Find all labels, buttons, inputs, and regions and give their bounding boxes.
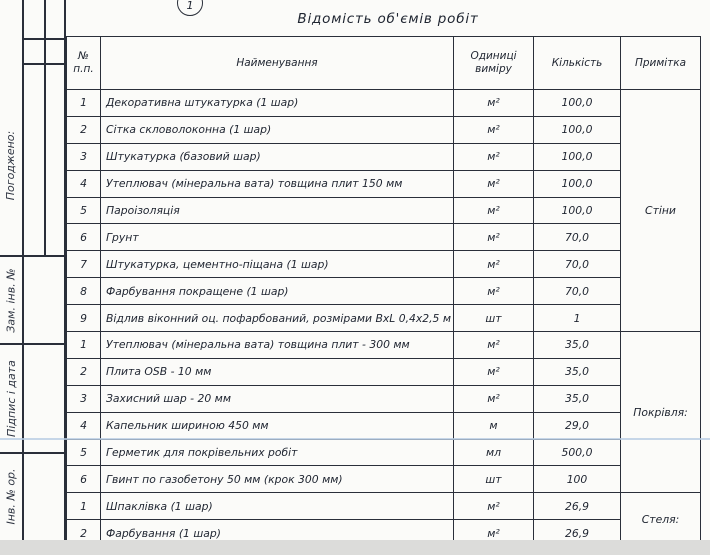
- cell-qty: 35,0: [534, 332, 621, 359]
- page-number: 1: [177, 0, 203, 16]
- cell-qty: 70,0: [534, 278, 621, 305]
- cell-name: Декоративна штукатурка (1 шар): [101, 90, 454, 117]
- cell-qty: 1: [534, 305, 621, 332]
- signature-date-label: Підпис і дата: [4, 359, 18, 437]
- cell-qty: 70,0: [534, 224, 621, 251]
- cell-name: Штукатурка, цементно-піщана (1 шар): [101, 251, 454, 278]
- header-qty: Кількість: [534, 37, 621, 90]
- cell-unit: м²: [454, 170, 534, 197]
- cell-unit: м²: [454, 493, 534, 520]
- cell-qty: 100,0: [534, 116, 621, 143]
- cell-num: 3: [67, 385, 101, 412]
- cell-name: Утеплювач (мінеральна вата) товщина плит - 300 мм: [101, 332, 454, 359]
- cell-num: 1: [67, 332, 101, 359]
- cell-name: Фарбування (1 шар): [101, 520, 454, 547]
- cell-num: 7: [67, 251, 101, 278]
- cell-name: Сітка скловолоконна (1 шар): [101, 116, 454, 143]
- cell-qty: 29,0: [534, 412, 621, 439]
- cell-qty: 100,0: [534, 90, 621, 117]
- cell-name: Відлив віконний оц. пофарбований, розмірами BxL 0,4х2,5 м: [101, 305, 454, 332]
- table-header-row: [67, 37, 701, 90]
- inv-original-label: Інв. № ор.: [4, 467, 18, 525]
- cell-qty: 26,9: [534, 493, 621, 520]
- cell-qty: 35,0: [534, 358, 621, 385]
- header-note: Примітка: [621, 37, 701, 90]
- cell-num: 5: [67, 197, 101, 224]
- cell-note: Покрівля:: [621, 332, 701, 493]
- cell-num: 9: [67, 305, 101, 332]
- cell-unit: м²: [454, 332, 534, 359]
- cell-unit: м²: [454, 197, 534, 224]
- cell-qty: 26,9: [534, 520, 621, 547]
- cell-name: Герметик для покрівельних робіт: [101, 439, 454, 466]
- cell-name: Утеплювач (мінеральна вата) товщина плит 150 мм: [101, 170, 454, 197]
- table-row: [67, 493, 701, 520]
- cell-note: Стеля:: [621, 493, 701, 547]
- cell-name: Пароізоляція: [101, 197, 454, 224]
- header-unit: Одиниці виміру: [454, 37, 534, 90]
- scan-bottom-edge: [0, 540, 710, 555]
- cell-qty: 100,0: [534, 197, 621, 224]
- table-row: [67, 278, 701, 305]
- cell-num: 5: [67, 439, 101, 466]
- cell-unit: м²: [454, 143, 534, 170]
- cell-num: 2: [67, 520, 101, 547]
- cell-name: Шпаклівка (1 шар): [101, 493, 454, 520]
- cell-num: 2: [67, 116, 101, 143]
- cell-unit: шт: [454, 305, 534, 332]
- header-num: № п.п.: [67, 37, 101, 90]
- cell-unit: м²: [454, 520, 534, 547]
- cell-num: 1: [67, 493, 101, 520]
- cell-qty: 500,0: [534, 439, 621, 466]
- header-name: Найменування: [101, 37, 454, 90]
- cell-unit: м²: [454, 116, 534, 143]
- cell-unit: мл: [454, 439, 534, 466]
- table-row: [67, 116, 701, 143]
- table-row: [67, 466, 701, 493]
- table-row: [67, 251, 701, 278]
- cell-unit: м²: [454, 224, 534, 251]
- cell-num: 1: [67, 90, 101, 117]
- binding-stamp: [0, 0, 66, 540]
- cell-num: 3: [67, 143, 101, 170]
- cell-unit: м: [454, 412, 534, 439]
- cell-name: Капельник шириною 450 мм: [101, 412, 454, 439]
- table-row: [67, 358, 701, 385]
- cell-unit: м²: [454, 251, 534, 278]
- cell-num: 4: [67, 412, 101, 439]
- cell-num: 4: [67, 170, 101, 197]
- cell-num: 6: [67, 466, 101, 493]
- cell-unit: шт: [454, 466, 534, 493]
- cell-name: Плита OSB - 10 мм: [101, 358, 454, 385]
- cell-qty: 100: [534, 466, 621, 493]
- cell-unit: м²: [454, 385, 534, 412]
- table-row: [67, 143, 701, 170]
- cell-name: Штукатурка (базовий шар): [101, 143, 454, 170]
- cell-num: 8: [67, 278, 101, 305]
- cell-unit: м²: [454, 358, 534, 385]
- cell-name: Фарбування покращене (1 шар): [101, 278, 454, 305]
- cell-unit: м²: [454, 90, 534, 117]
- cell-name: Гвинт по газобетону 50 мм (крок 300 мм): [101, 466, 454, 493]
- works-volume-table: [66, 36, 701, 547]
- cell-name: Грунт: [101, 224, 454, 251]
- cell-qty: 100,0: [534, 170, 621, 197]
- table-row: [67, 385, 701, 412]
- table-row: [67, 90, 701, 117]
- cell-name: Захисний шар - 20 мм: [101, 385, 454, 412]
- cell-qty: 35,0: [534, 385, 621, 412]
- cell-qty: 70,0: [534, 251, 621, 278]
- cell-num: 2: [67, 358, 101, 385]
- table-row: [67, 197, 701, 224]
- document-title: Відомість об'ємів робіт: [297, 11, 479, 27]
- scan-artifact-line: [0, 438, 710, 440]
- agreed-label: Погоджено:: [4, 130, 18, 200]
- table-row: [67, 332, 701, 359]
- cell-num: 6: [67, 224, 101, 251]
- table-row: [67, 305, 701, 332]
- cell-qty: 100,0: [534, 143, 621, 170]
- cell-unit: м²: [454, 278, 534, 305]
- table-row: [67, 170, 701, 197]
- cell-note: Стіни: [621, 90, 701, 332]
- table-row: [67, 439, 701, 466]
- table-row: [67, 224, 701, 251]
- replaced-inv-label: Зам. інв. №: [4, 267, 18, 333]
- table-row: [67, 412, 701, 439]
